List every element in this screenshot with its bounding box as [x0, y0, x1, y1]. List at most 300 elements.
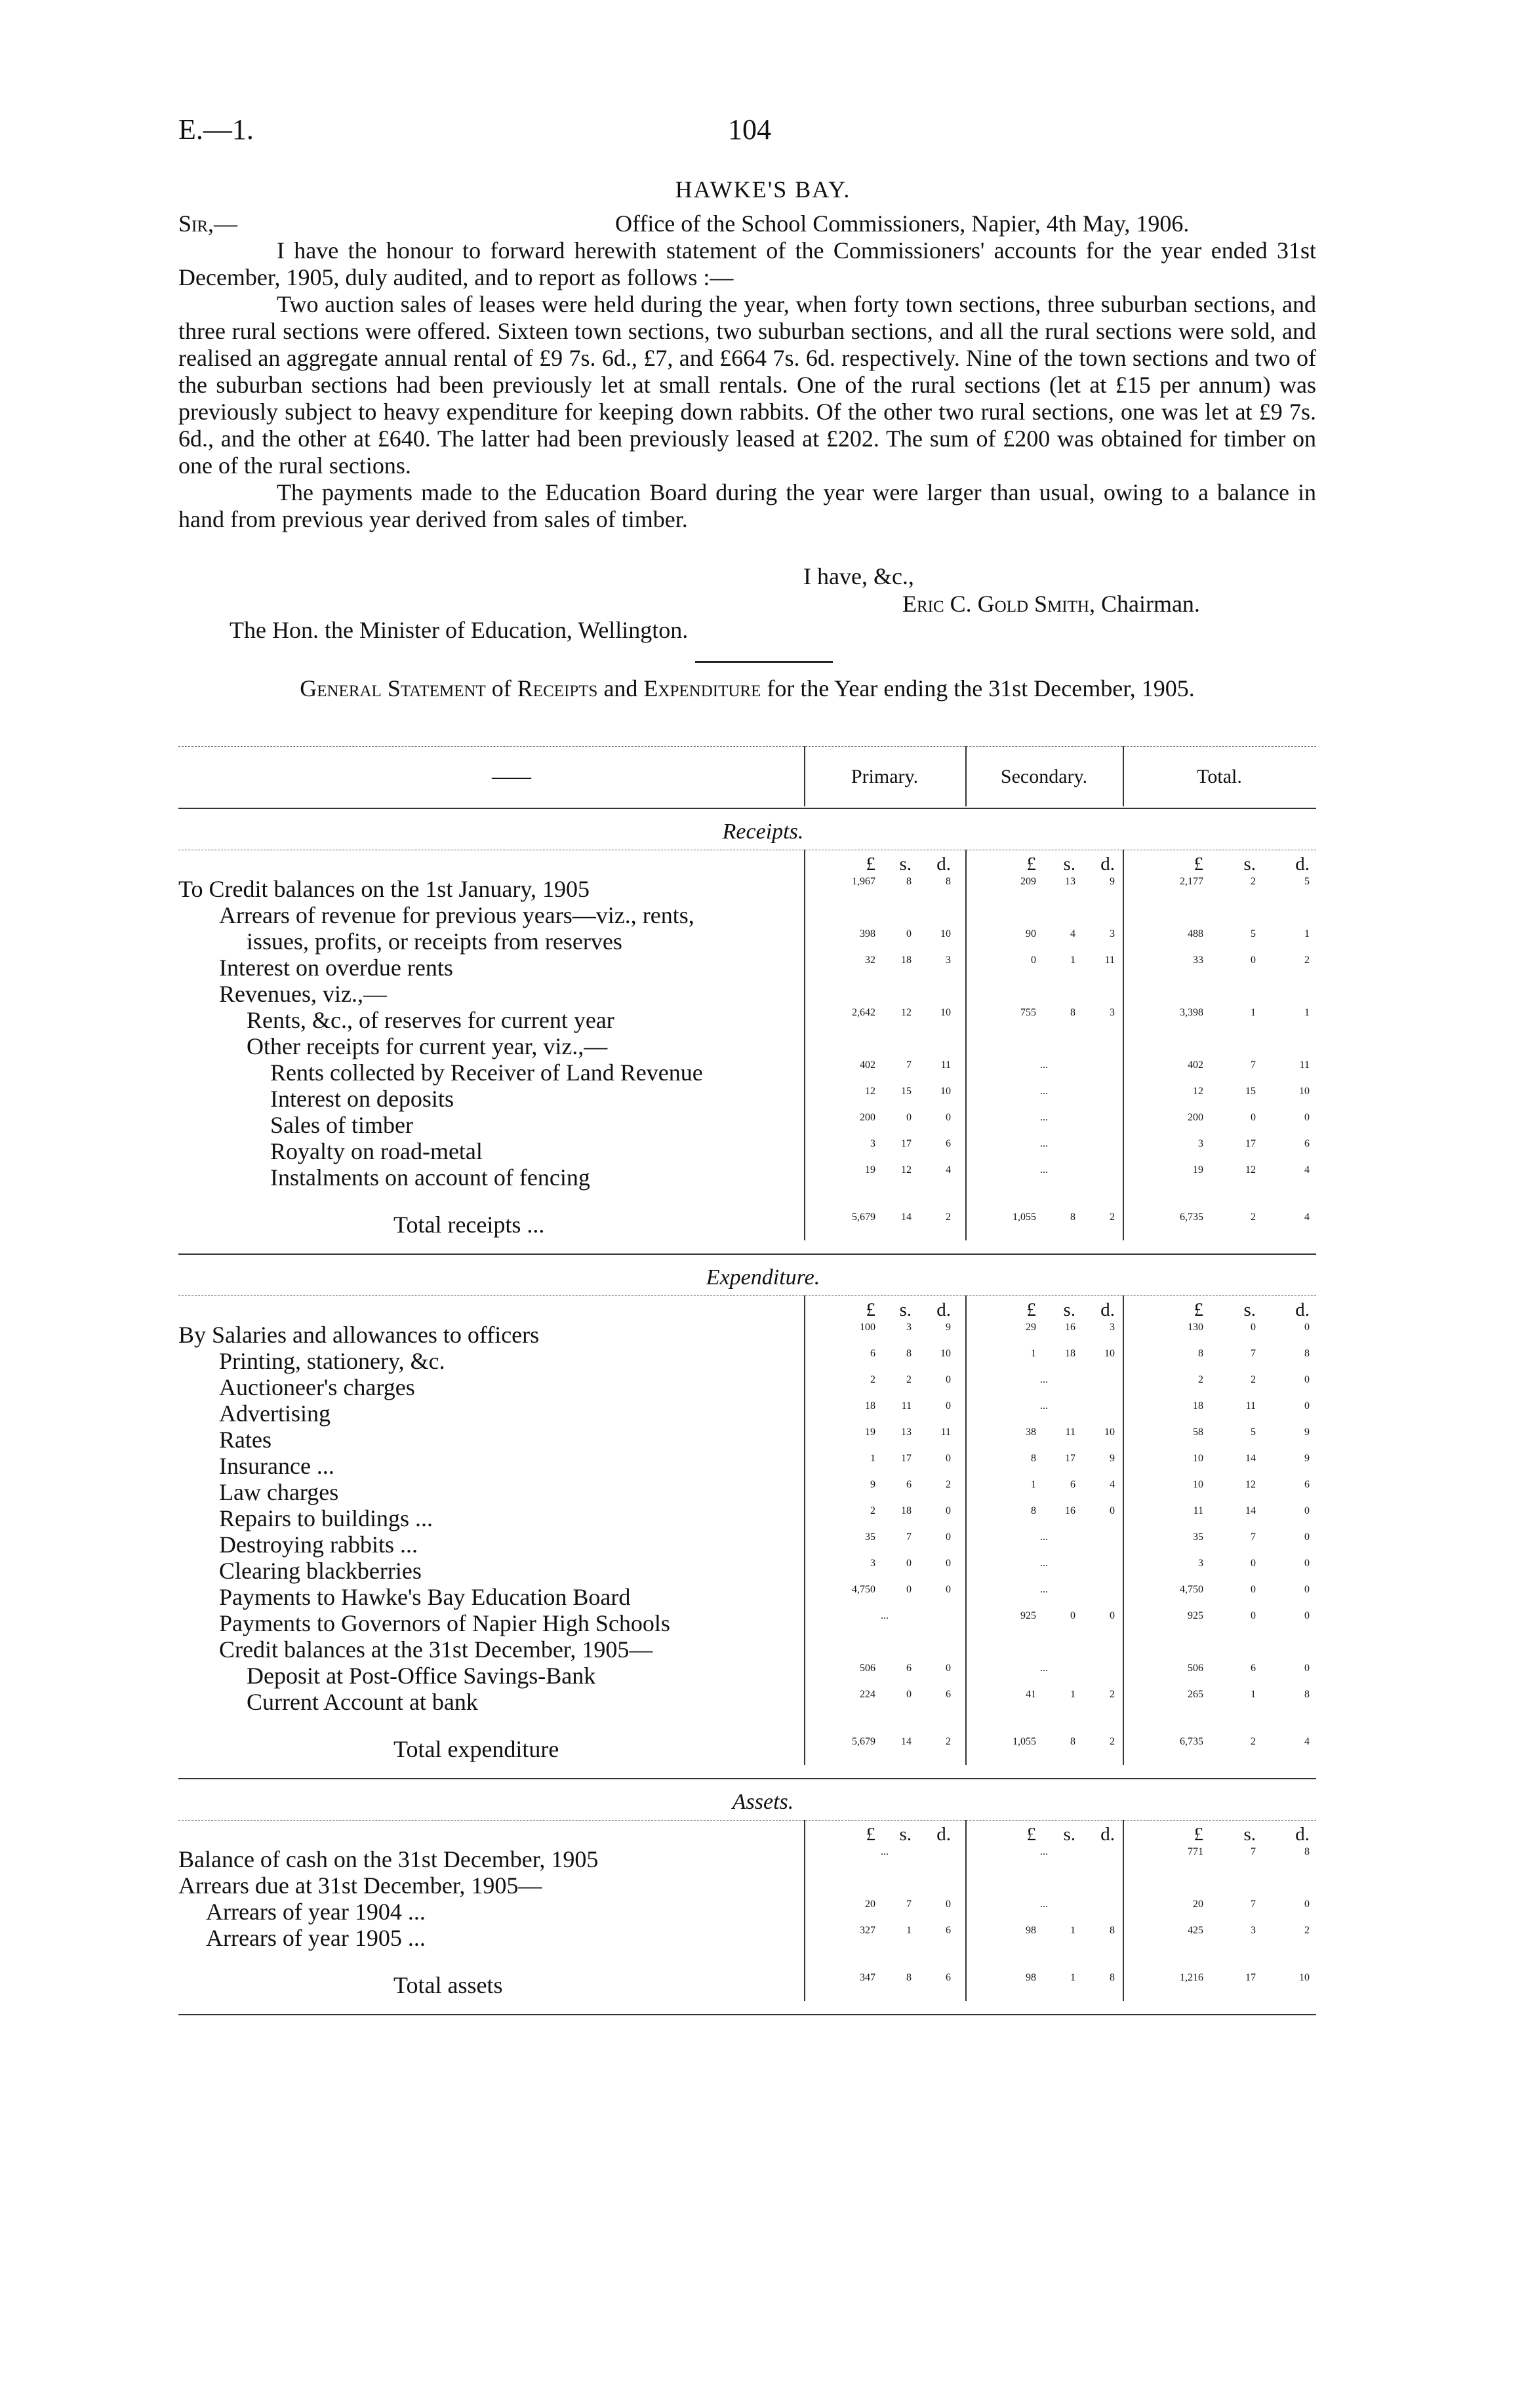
amount-shillings: 16 [1065, 1322, 1075, 1333]
amount-shillings: 7 [906, 1059, 912, 1071]
amount-shillings: 3 [1251, 1925, 1256, 1936]
section-heading: Assets. [732, 1790, 794, 1814]
amount-shillings: 0 [906, 928, 912, 939]
unit-pound: £ [1194, 1824, 1203, 1845]
amount-pounds: 100 [860, 1322, 875, 1333]
row-label: Royalty on road-metal [270, 1138, 483, 1164]
amount-shillings: 1 [1070, 1925, 1075, 1936]
amount-pence: 0 [946, 1584, 951, 1595]
column-header-secondary: Secondary. [1000, 766, 1088, 787]
heading-word: of [491, 675, 512, 701]
amount-pence: 8 [1110, 1972, 1115, 1983]
amount-pounds: 425 [1188, 1925, 1203, 1936]
amount-pence: 9 [1304, 1427, 1310, 1438]
amount-pence: 0 [946, 1505, 951, 1516]
amount-pence: 10 [940, 1007, 951, 1018]
amount-pence: 8 [946, 876, 951, 887]
amount-pence: 0 [1304, 1610, 1310, 1621]
amount-pounds: 771 [1188, 1846, 1203, 1857]
row-label: Credit balances at the 31st December, 1905— [219, 1636, 653, 1663]
amount-shillings: 7 [906, 1531, 912, 1543]
statement-heading [178, 675, 1316, 701]
amount-pence: 10 [1299, 1086, 1310, 1097]
amount-pounds: 2,177 [1180, 876, 1203, 887]
total-label: Total assets [393, 1972, 503, 1998]
amount-pence: 4 [1110, 1479, 1115, 1490]
amount-shillings: 1 [1070, 1689, 1075, 1700]
unit-pence: d. [1100, 854, 1115, 875]
empty-amount: ... [1040, 1374, 1048, 1385]
amount-pounds: 755 [1020, 1007, 1036, 1018]
letter-paragraph: The payments made to the Education Board during the year were larger than usual, owing to a balance in hand from previous year derived from sales of timber. [178, 479, 1316, 532]
amount-shillings: 11 [1065, 1427, 1075, 1438]
row-label: Insurance ... [219, 1453, 334, 1479]
amount-pounds: 5,679 [852, 1736, 875, 1747]
amount-pence: 11 [940, 1059, 951, 1071]
unit-shilling: s. [1063, 854, 1075, 875]
amount-pence: 0 [946, 1531, 951, 1543]
amount-pounds: 20 [1193, 1899, 1203, 1910]
empty-amount: ... [1040, 1846, 1048, 1857]
amount-shillings: 11 [901, 1400, 912, 1411]
addressee: The Hon. the Minister of Education, Wellington. [230, 617, 689, 643]
row-label: Arrears of year 1905 ... [206, 1925, 426, 1951]
amount-shillings: 8 [1070, 1212, 1075, 1223]
amount-pence: 0 [946, 1558, 951, 1569]
amount-pounds: 488 [1188, 928, 1203, 939]
amount-pounds: 3 [1198, 1558, 1203, 1569]
empty-amount: ... [1040, 1086, 1048, 1097]
amount-pence: 0 [1304, 1505, 1310, 1516]
row-label: To Credit balances on the 1st January, 1905 [178, 876, 590, 902]
amount-pounds: 32 [865, 955, 875, 966]
table-rule [178, 2014, 1316, 2015]
amount-pounds: 98 [1026, 1925, 1036, 1936]
amount-pence: 10 [940, 928, 951, 939]
unit-shilling: s. [1243, 854, 1256, 875]
salutation: Sir,— [178, 210, 238, 237]
section-heading: Expenditure. [706, 1265, 820, 1290]
amount-pence: 4 [946, 1164, 951, 1175]
table-rule [178, 1778, 1316, 1779]
amount-shillings: 12 [1245, 1164, 1256, 1175]
unit-shilling: s. [899, 854, 912, 875]
amount-pence: 9 [1110, 876, 1115, 887]
amount-pence: 2 [1304, 955, 1310, 966]
amount-pence: 4 [1304, 1164, 1310, 1175]
amount-pounds: 209 [1020, 876, 1036, 887]
row-label: Rates [219, 1427, 271, 1453]
letter-paragraph: Two auction sales of leases were held during the year, when forty town sections, three suburban sections, and three rural sections were offered. Sixteen town sections, two suburban sections, and all the rural sections were sold, and realised an aggregate annual rental of £9 7s. 6d., £7, and £664 7s. 6d. respectively. Nine of the town sections and two of the suburban sections had been previously let at small rentals. One of the rural sections (let at £15 per annum) was previously subject to heavy expenditure for keeping down rabbits. Of the other two rural sections, one was let at £9 7s. 6d., and the other at £640. The latter had been previously leased at £202. The sum of £200 was obtained for timber on one of the rural sections. [178, 291, 1316, 479]
amount-pence: 3 [1110, 1007, 1115, 1018]
amount-pounds: 6,735 [1180, 1736, 1203, 1747]
amount-pounds: 12 [865, 1086, 875, 1097]
unit-shilling: s. [1243, 1299, 1256, 1320]
amount-shillings: 15 [901, 1086, 912, 1097]
amount-shillings: 2 [1251, 1736, 1256, 1747]
column-rule [965, 1295, 967, 1765]
amount-pounds: 327 [860, 1925, 875, 1936]
amount-pence: 10 [1104, 1348, 1115, 1359]
row-label: Payments to Governors of Napier High Schools [219, 1610, 670, 1636]
amount-pounds: 90 [1026, 928, 1036, 939]
amount-shillings: 17 [901, 1138, 912, 1149]
amount-pounds: 1 [870, 1453, 875, 1464]
amount-shillings: 1 [1070, 955, 1075, 966]
office-line: Office of the School Commissioners, Napier, 4th May, 1906. [615, 210, 1190, 237]
amount-shillings: 6 [1251, 1663, 1256, 1674]
row-label: Clearing blackberries [219, 1558, 422, 1584]
amount-shillings: 0 [1251, 1610, 1256, 1621]
amount-shillings: 14 [901, 1736, 912, 1747]
amount-pounds: 3 [870, 1558, 875, 1569]
signature-name: Eric C. Gold Smith, [902, 591, 1095, 617]
amount-pounds: 130 [1188, 1322, 1203, 1333]
row-label: Instalments on account of fencing [270, 1164, 590, 1191]
amount-pounds: 35 [865, 1531, 875, 1543]
row-label: Current Account at bank [247, 1689, 478, 1715]
column-rule [1123, 850, 1124, 1240]
amount-pounds: 5,679 [852, 1212, 875, 1223]
amount-shillings: 0 [1251, 1558, 1256, 1569]
amount-shillings: 7 [1251, 1059, 1256, 1071]
amount-shillings: 0 [1251, 955, 1256, 966]
amount-shillings: 17 [901, 1453, 912, 1464]
page-number: 104 [728, 113, 771, 146]
amount-pence: 6 [946, 1972, 951, 1983]
amount-pence: 0 [1304, 1663, 1310, 1674]
amount-pounds: 3 [870, 1138, 875, 1149]
amount-pounds: 402 [1188, 1059, 1203, 1071]
amount-pounds: 1,055 [1013, 1736, 1036, 1747]
amount-pounds: 925 [1020, 1610, 1036, 1621]
amount-pounds: 18 [1193, 1400, 1203, 1411]
unit-shilling: s. [1243, 1824, 1256, 1845]
amount-pence: 2 [1110, 1212, 1115, 1223]
amount-shillings: 2 [1251, 1374, 1256, 1385]
amount-pounds: 506 [1188, 1663, 1203, 1674]
amount-pence: 0 [946, 1112, 951, 1123]
amount-pence: 9 [1304, 1453, 1310, 1464]
amount-shillings: 16 [1065, 1505, 1075, 1516]
heading-word: Expenditure [643, 675, 761, 701]
amount-pounds: 20 [865, 1899, 875, 1910]
amount-pence: 6 [946, 1138, 951, 1149]
amount-pence: 10 [940, 1348, 951, 1359]
row-label: Repairs to buildings ... [219, 1505, 433, 1531]
row-label: Rents collected by Receiver of Land Revenue [270, 1059, 703, 1086]
amount-shillings: 2 [906, 1374, 912, 1385]
heading-rest: for the Year ending the 31st December, 1905. [767, 675, 1195, 701]
amount-pence: 3 [1110, 928, 1115, 939]
amount-pounds: 398 [860, 928, 875, 939]
amount-shillings: 0 [1251, 1584, 1256, 1595]
amount-pounds: 10 [1193, 1453, 1203, 1464]
amount-pounds: 506 [860, 1663, 875, 1674]
heading-word: and [603, 675, 638, 701]
empty-amount: ... [1040, 1584, 1048, 1595]
amount-pence: 0 [946, 1663, 951, 1674]
amount-pounds: 4,750 [1180, 1584, 1203, 1595]
column-rule [965, 1820, 967, 2001]
amount-pence: 9 [1110, 1453, 1115, 1464]
unit-shilling: s. [1063, 1299, 1075, 1320]
amount-shillings: 5 [1251, 1427, 1256, 1438]
amount-shillings: 7 [1251, 1899, 1256, 1910]
amount-pounds: 4,750 [852, 1584, 875, 1595]
amount-shillings: 12 [1245, 1479, 1256, 1490]
row-label: Interest on overdue rents [219, 955, 453, 981]
amount-pence: 3 [1110, 1322, 1115, 1333]
amount-pounds: 41 [1026, 1689, 1036, 1700]
unit-pence: d. [1295, 854, 1310, 875]
amount-pence: 4 [1304, 1736, 1310, 1747]
amount-pence: 11 [1104, 955, 1115, 966]
empty-amount: ... [1040, 1059, 1048, 1071]
signature [902, 590, 1200, 618]
amount-pence: 2 [946, 1736, 951, 1747]
column-rule [1123, 1820, 1124, 2001]
amount-pounds: 200 [860, 1112, 875, 1123]
empty-amount: ... [1040, 1164, 1048, 1175]
unit-pound: £ [866, 854, 875, 875]
amount-shillings: 1 [1070, 1972, 1075, 1983]
amount-pounds: 58 [1193, 1427, 1203, 1438]
amount-shillings: 0 [906, 1558, 912, 1569]
amount-pence: 10 [1299, 1972, 1310, 1983]
amount-pence: 0 [946, 1453, 951, 1464]
amount-pounds: 19 [865, 1427, 875, 1438]
unit-pound: £ [1026, 1299, 1036, 1320]
amount-pounds: 402 [860, 1059, 875, 1071]
amount-pounds: 3 [1198, 1138, 1203, 1149]
amount-pounds: 9 [870, 1479, 875, 1490]
amount-shillings: 7 [1251, 1531, 1256, 1543]
unit-pence: d. [1295, 1824, 1310, 1845]
amount-shillings: 7 [1251, 1348, 1256, 1359]
amount-shillings: 8 [906, 1348, 912, 1359]
amount-pounds: 1 [1031, 1479, 1036, 1490]
row-label: By Salaries and allowances to officers [178, 1322, 540, 1348]
unit-pence: d. [1100, 1824, 1115, 1845]
amount-pounds: 19 [865, 1164, 875, 1175]
amount-shillings: 5 [1251, 928, 1256, 939]
table-rule [178, 746, 1316, 747]
unit-pence: d. [936, 854, 951, 875]
row-label: Arrears due at 31st December, 1905— [178, 1872, 542, 1899]
amount-shillings: 14 [1245, 1453, 1256, 1464]
heading-word: Receipts [517, 675, 598, 701]
amount-pence: 2 [1110, 1736, 1115, 1747]
amount-shillings: 0 [1070, 1610, 1075, 1621]
amount-pence: 2 [1304, 1925, 1310, 1936]
row-label: Arrears of year 1904 ... [206, 1899, 426, 1925]
row-label: Advertising [219, 1400, 331, 1427]
amount-pounds: 8 [1031, 1505, 1036, 1516]
document-reference: E.—1. [178, 113, 254, 146]
amount-shillings: 18 [901, 955, 912, 966]
amount-pounds: 2 [870, 1505, 875, 1516]
amount-shillings: 0 [906, 1112, 912, 1123]
amount-pounds: 2 [870, 1374, 875, 1385]
amount-pounds: 925 [1188, 1610, 1203, 1621]
amount-shillings: 13 [1065, 876, 1075, 887]
table-rule [178, 1820, 1316, 1821]
divider [695, 661, 833, 663]
amount-shillings: 11 [1245, 1400, 1256, 1411]
unit-shilling: s. [899, 1824, 912, 1845]
amount-shillings: 18 [901, 1505, 912, 1516]
closing: I have, &c., [803, 563, 914, 589]
empty-amount: ... [1040, 1112, 1048, 1123]
unit-pence: d. [936, 1824, 951, 1845]
amount-pence: 0 [946, 1400, 951, 1411]
amount-pence: 10 [940, 1086, 951, 1097]
unit-pound: £ [1026, 854, 1036, 875]
amount-shillings: 0 [1251, 1112, 1256, 1123]
column-rule [804, 1820, 805, 2001]
amount-pence: 4 [1304, 1212, 1310, 1223]
section-heading: Receipts. [722, 819, 804, 844]
unit-pound: £ [866, 1299, 875, 1320]
unit-pound: £ [866, 1824, 875, 1845]
amount-shillings: 1 [1251, 1689, 1256, 1700]
column-header-primary: Primary. [851, 766, 919, 787]
amount-shillings: 6 [906, 1479, 912, 1490]
amount-shillings: 8 [1070, 1736, 1075, 1747]
amount-shillings: 12 [901, 1164, 912, 1175]
amount-pence: 0 [1110, 1505, 1115, 1516]
amount-shillings: 15 [1245, 1086, 1256, 1097]
row-label: Other receipts for current year, viz.,— [247, 1033, 608, 1059]
amount-shillings: 17 [1245, 1138, 1256, 1149]
amount-pence: 0 [1304, 1531, 1310, 1543]
amount-pounds: 38 [1026, 1427, 1036, 1438]
amount-pence: 1 [1304, 1007, 1310, 1018]
amount-shillings: 7 [906, 1899, 912, 1910]
amount-shillings: 0 [906, 1689, 912, 1700]
amount-pence: 0 [1304, 1584, 1310, 1595]
unit-pence: d. [936, 1299, 951, 1320]
amount-pounds: 0 [1031, 955, 1036, 966]
letter-paragraph: I have the honour to forward herewith statement of the Commissioners' accounts for the year ended 31st December, 1905, duly audited, and to report as follows :— [178, 237, 1316, 290]
amount-pence: 6 [1304, 1138, 1310, 1149]
amount-pence: 6 [946, 1925, 951, 1936]
amount-pounds: 98 [1026, 1972, 1036, 1983]
amount-pence: 2 [1110, 1689, 1115, 1700]
amount-shillings: 14 [901, 1212, 912, 1223]
unit-pound: £ [1194, 1299, 1203, 1320]
amount-pounds: 8 [1198, 1348, 1203, 1359]
amount-pence: 8 [1110, 1925, 1115, 1936]
amount-shillings: 8 [906, 1972, 912, 1983]
row-label: Arrears of revenue for previous years—viz., rents, [219, 902, 694, 928]
amount-shillings: 4 [1070, 928, 1075, 939]
empty-amount: ... [881, 1610, 889, 1621]
amount-pounds: 200 [1188, 1112, 1203, 1123]
amount-pounds: 347 [860, 1972, 875, 1983]
amount-pence: 6 [1304, 1479, 1310, 1490]
amount-pounds: 8 [1031, 1453, 1036, 1464]
amount-pounds: 10 [1193, 1479, 1203, 1490]
amount-pounds: 2 [1198, 1374, 1203, 1385]
amount-pounds: 2,642 [852, 1007, 875, 1018]
empty-amount: ... [1040, 1531, 1048, 1543]
column-rule [804, 1295, 805, 1765]
amount-pence: 0 [1110, 1610, 1115, 1621]
letter-body [178, 237, 1316, 533]
blank-column-header: —— [492, 766, 531, 787]
row-label: Payments to Hawke's Bay Education Board [219, 1584, 631, 1610]
empty-amount: ... [881, 1846, 889, 1857]
empty-amount: ... [1040, 1400, 1048, 1411]
amount-pounds: 19 [1193, 1164, 1203, 1175]
amount-shillings: 8 [906, 876, 912, 887]
amount-pence: 11 [940, 1427, 951, 1438]
amount-pence: 0 [1304, 1374, 1310, 1385]
row-label: Balance of cash on the 31st December, 1905 [178, 1846, 599, 1872]
amount-shillings: 1 [1251, 1007, 1256, 1018]
amount-pence: 6 [946, 1689, 951, 1700]
empty-amount: ... [1040, 1899, 1048, 1910]
amount-shillings: 17 [1065, 1453, 1075, 1464]
amount-pounds: 1,216 [1180, 1972, 1203, 1983]
row-label: Law charges [219, 1479, 339, 1505]
row-label: Rents, &c., of reserves for current year [247, 1007, 614, 1033]
column-rule [1123, 1295, 1124, 1765]
amount-shillings: 14 [1245, 1505, 1256, 1516]
amount-shillings: 7 [1251, 1846, 1256, 1857]
column-header-total: Total. [1197, 766, 1242, 787]
amount-shillings: 1 [906, 1925, 912, 1936]
amount-pence: 3 [946, 955, 951, 966]
column-rule [965, 850, 967, 1240]
amount-shillings: 0 [906, 1584, 912, 1595]
row-label: Revenues, viz.,— [219, 981, 387, 1007]
amount-pounds: 224 [860, 1689, 875, 1700]
amount-pence: 8 [1304, 1348, 1310, 1359]
table-rule [178, 1253, 1316, 1255]
amount-pounds: 11 [1193, 1505, 1203, 1516]
amount-pence: 0 [1304, 1899, 1310, 1910]
row-label: Destroying rabbits ... [219, 1531, 418, 1558]
table-rule [178, 1295, 1316, 1296]
total-label: Total receipts ... [393, 1212, 545, 1238]
amount-pounds: 18 [865, 1400, 875, 1411]
amount-shillings: 12 [901, 1007, 912, 1018]
amount-pounds: 29 [1026, 1322, 1036, 1333]
amount-shillings: 6 [1070, 1479, 1075, 1490]
amount-pence: 2 [946, 1479, 951, 1490]
amount-shillings: 13 [901, 1427, 912, 1438]
amount-pounds: 1 [1031, 1348, 1036, 1359]
row-label: Printing, stationery, &c. [219, 1348, 445, 1374]
empty-amount: ... [1040, 1663, 1048, 1674]
unit-pound: £ [1026, 1824, 1036, 1845]
amount-shillings: 2 [1251, 1212, 1256, 1223]
amount-pence: 1 [1304, 928, 1310, 939]
table-rule [178, 808, 1316, 809]
amount-pence: 0 [1304, 1558, 1310, 1569]
empty-amount: ... [1040, 1558, 1048, 1569]
amount-shillings: 2 [1251, 876, 1256, 887]
row-label: Interest on deposits [270, 1086, 454, 1112]
unit-pound: £ [1194, 854, 1203, 875]
unit-shilling: s. [899, 1299, 912, 1320]
unit-pence: d. [1100, 1299, 1115, 1320]
row-label: issues, profits, or receipts from reserves [247, 928, 622, 955]
amount-pence: 5 [1304, 876, 1310, 887]
